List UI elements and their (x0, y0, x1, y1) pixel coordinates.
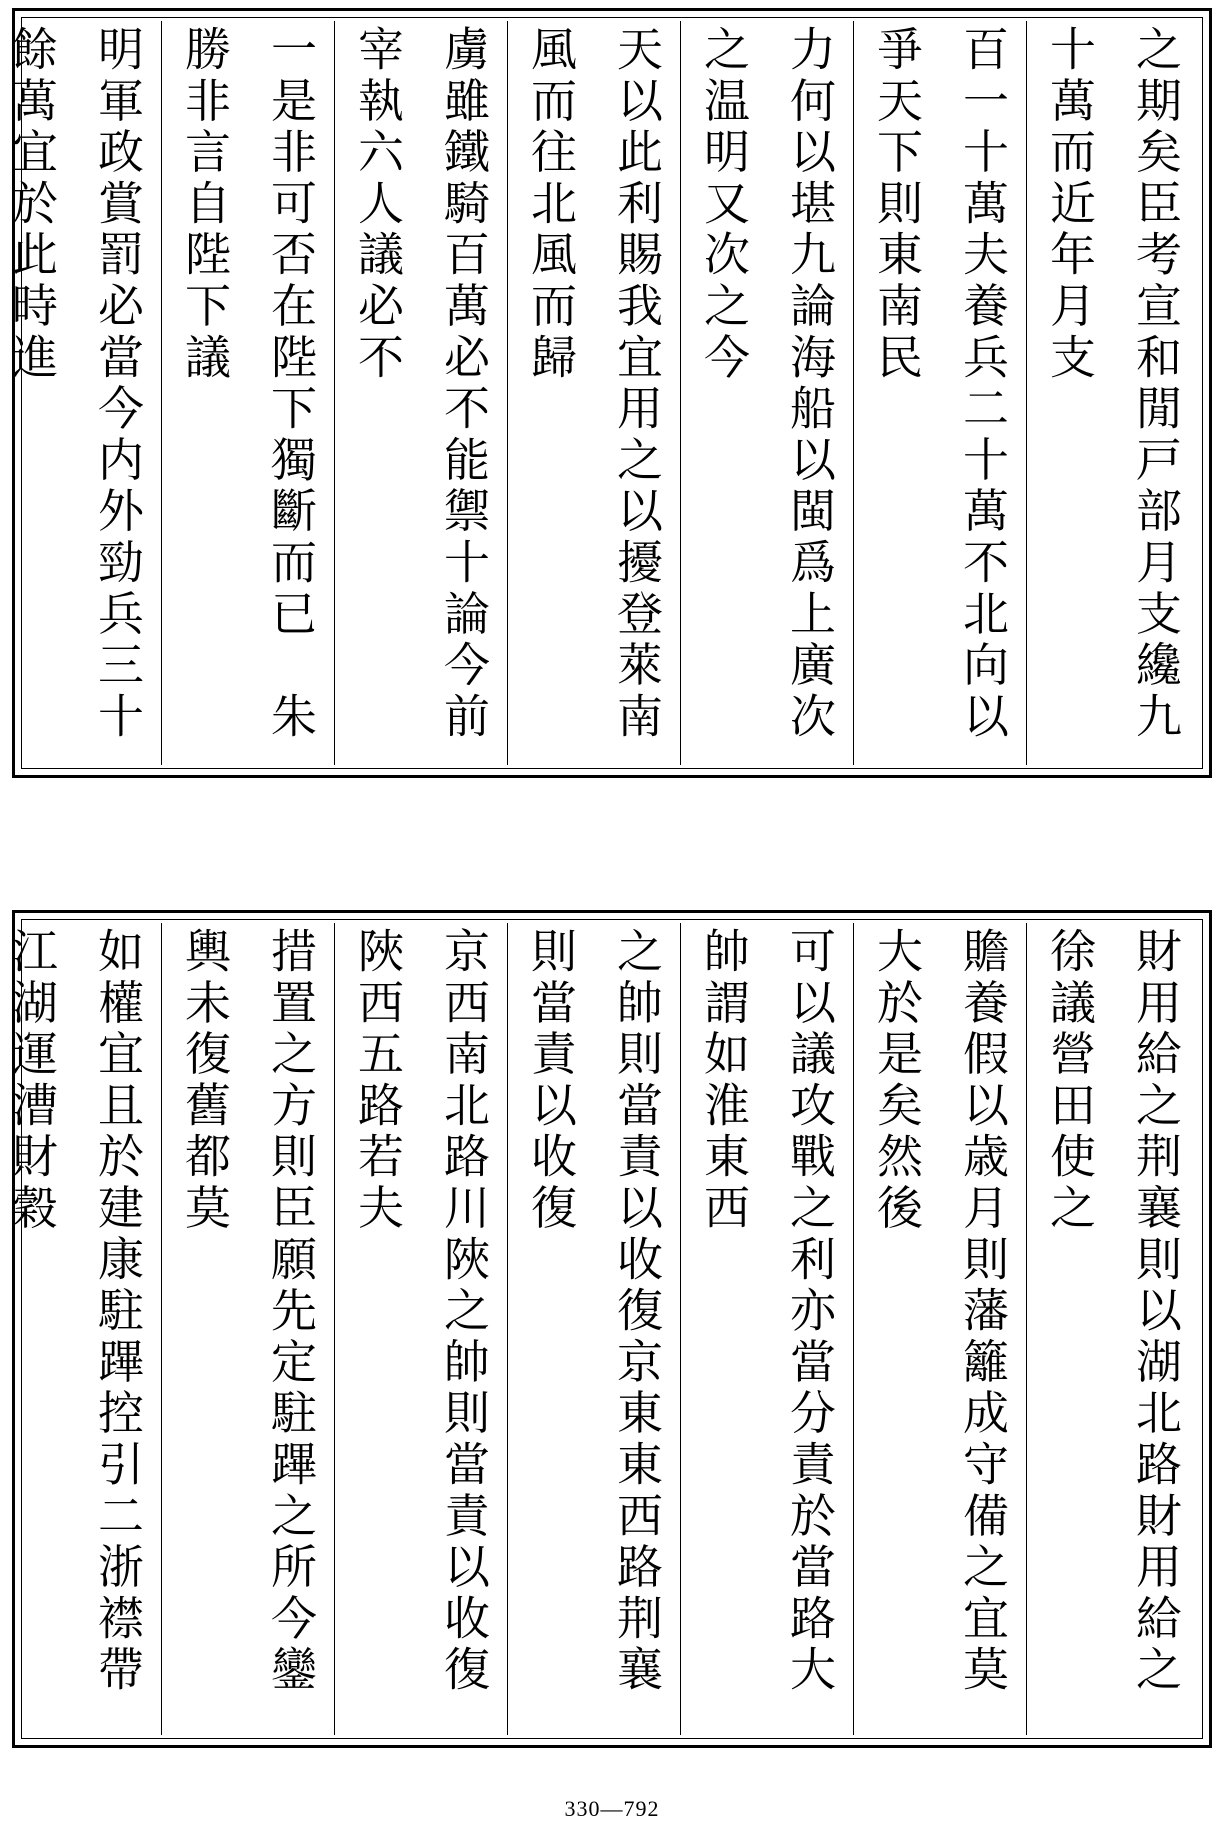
bottom-text-column: 財用給之荆襄則以湖北路財用給之徐議營田使之 (1026, 923, 1199, 1735)
top-page (5, 8, 1212, 778)
bottom-text-column: 如權宜且於建康駐蹕控引二浙襟帶江湖運漕財穀 (0, 923, 161, 1735)
bottom-page (5, 910, 1212, 1748)
top-text-column: 百一十萬夫養兵二十萬不北向以爭天下則東南民 (853, 21, 1026, 765)
top-text-column: 天以此利賜我宜用之以擾登萊南風而往北風而歸 (507, 21, 680, 765)
bottom-text-column: 京西南北路川陜之帥則當責以收復陜西五路若夫 (334, 923, 507, 1735)
top-page-columns (5, 21, 1199, 765)
bottom-text-column: 措置之方則臣願先定駐蹕之所今鑾輿未復舊都莫 (161, 923, 334, 1735)
bottom-text-column: 可以議攻戰之利亦當分責於當路大帥謂如淮東西 (680, 923, 853, 1735)
bottom-text-column: 之帥則當責以收復京東東西路荆襄則當責以收復 (507, 923, 680, 1735)
top-text-column: 明軍政賞罰必當今内外勁兵三十餘萬宜於此時進 (0, 21, 161, 765)
top-text-column: 虜雖鐵騎百萬必不能禦十論今前宰執六人議必不 (334, 21, 507, 765)
top-text-column: 之期矣臣考宣和閒戸部月支纔九十萬而近年月支 (1026, 21, 1199, 765)
top-text-column: 力何以堪九論海船以閩爲上廣次之温明又次之今 (680, 21, 853, 765)
bottom-text-column: 贍養假以歳月則藩籬成守備之宜莫大於是矣然後 (853, 923, 1026, 1735)
bottom-page-columns (5, 923, 1199, 1735)
page-footer-number: 330—792 (564, 1796, 660, 1821)
top-text-column: 一是非可否在陛下獨斷而已 朱勝非言自陛下議 (161, 21, 334, 765)
